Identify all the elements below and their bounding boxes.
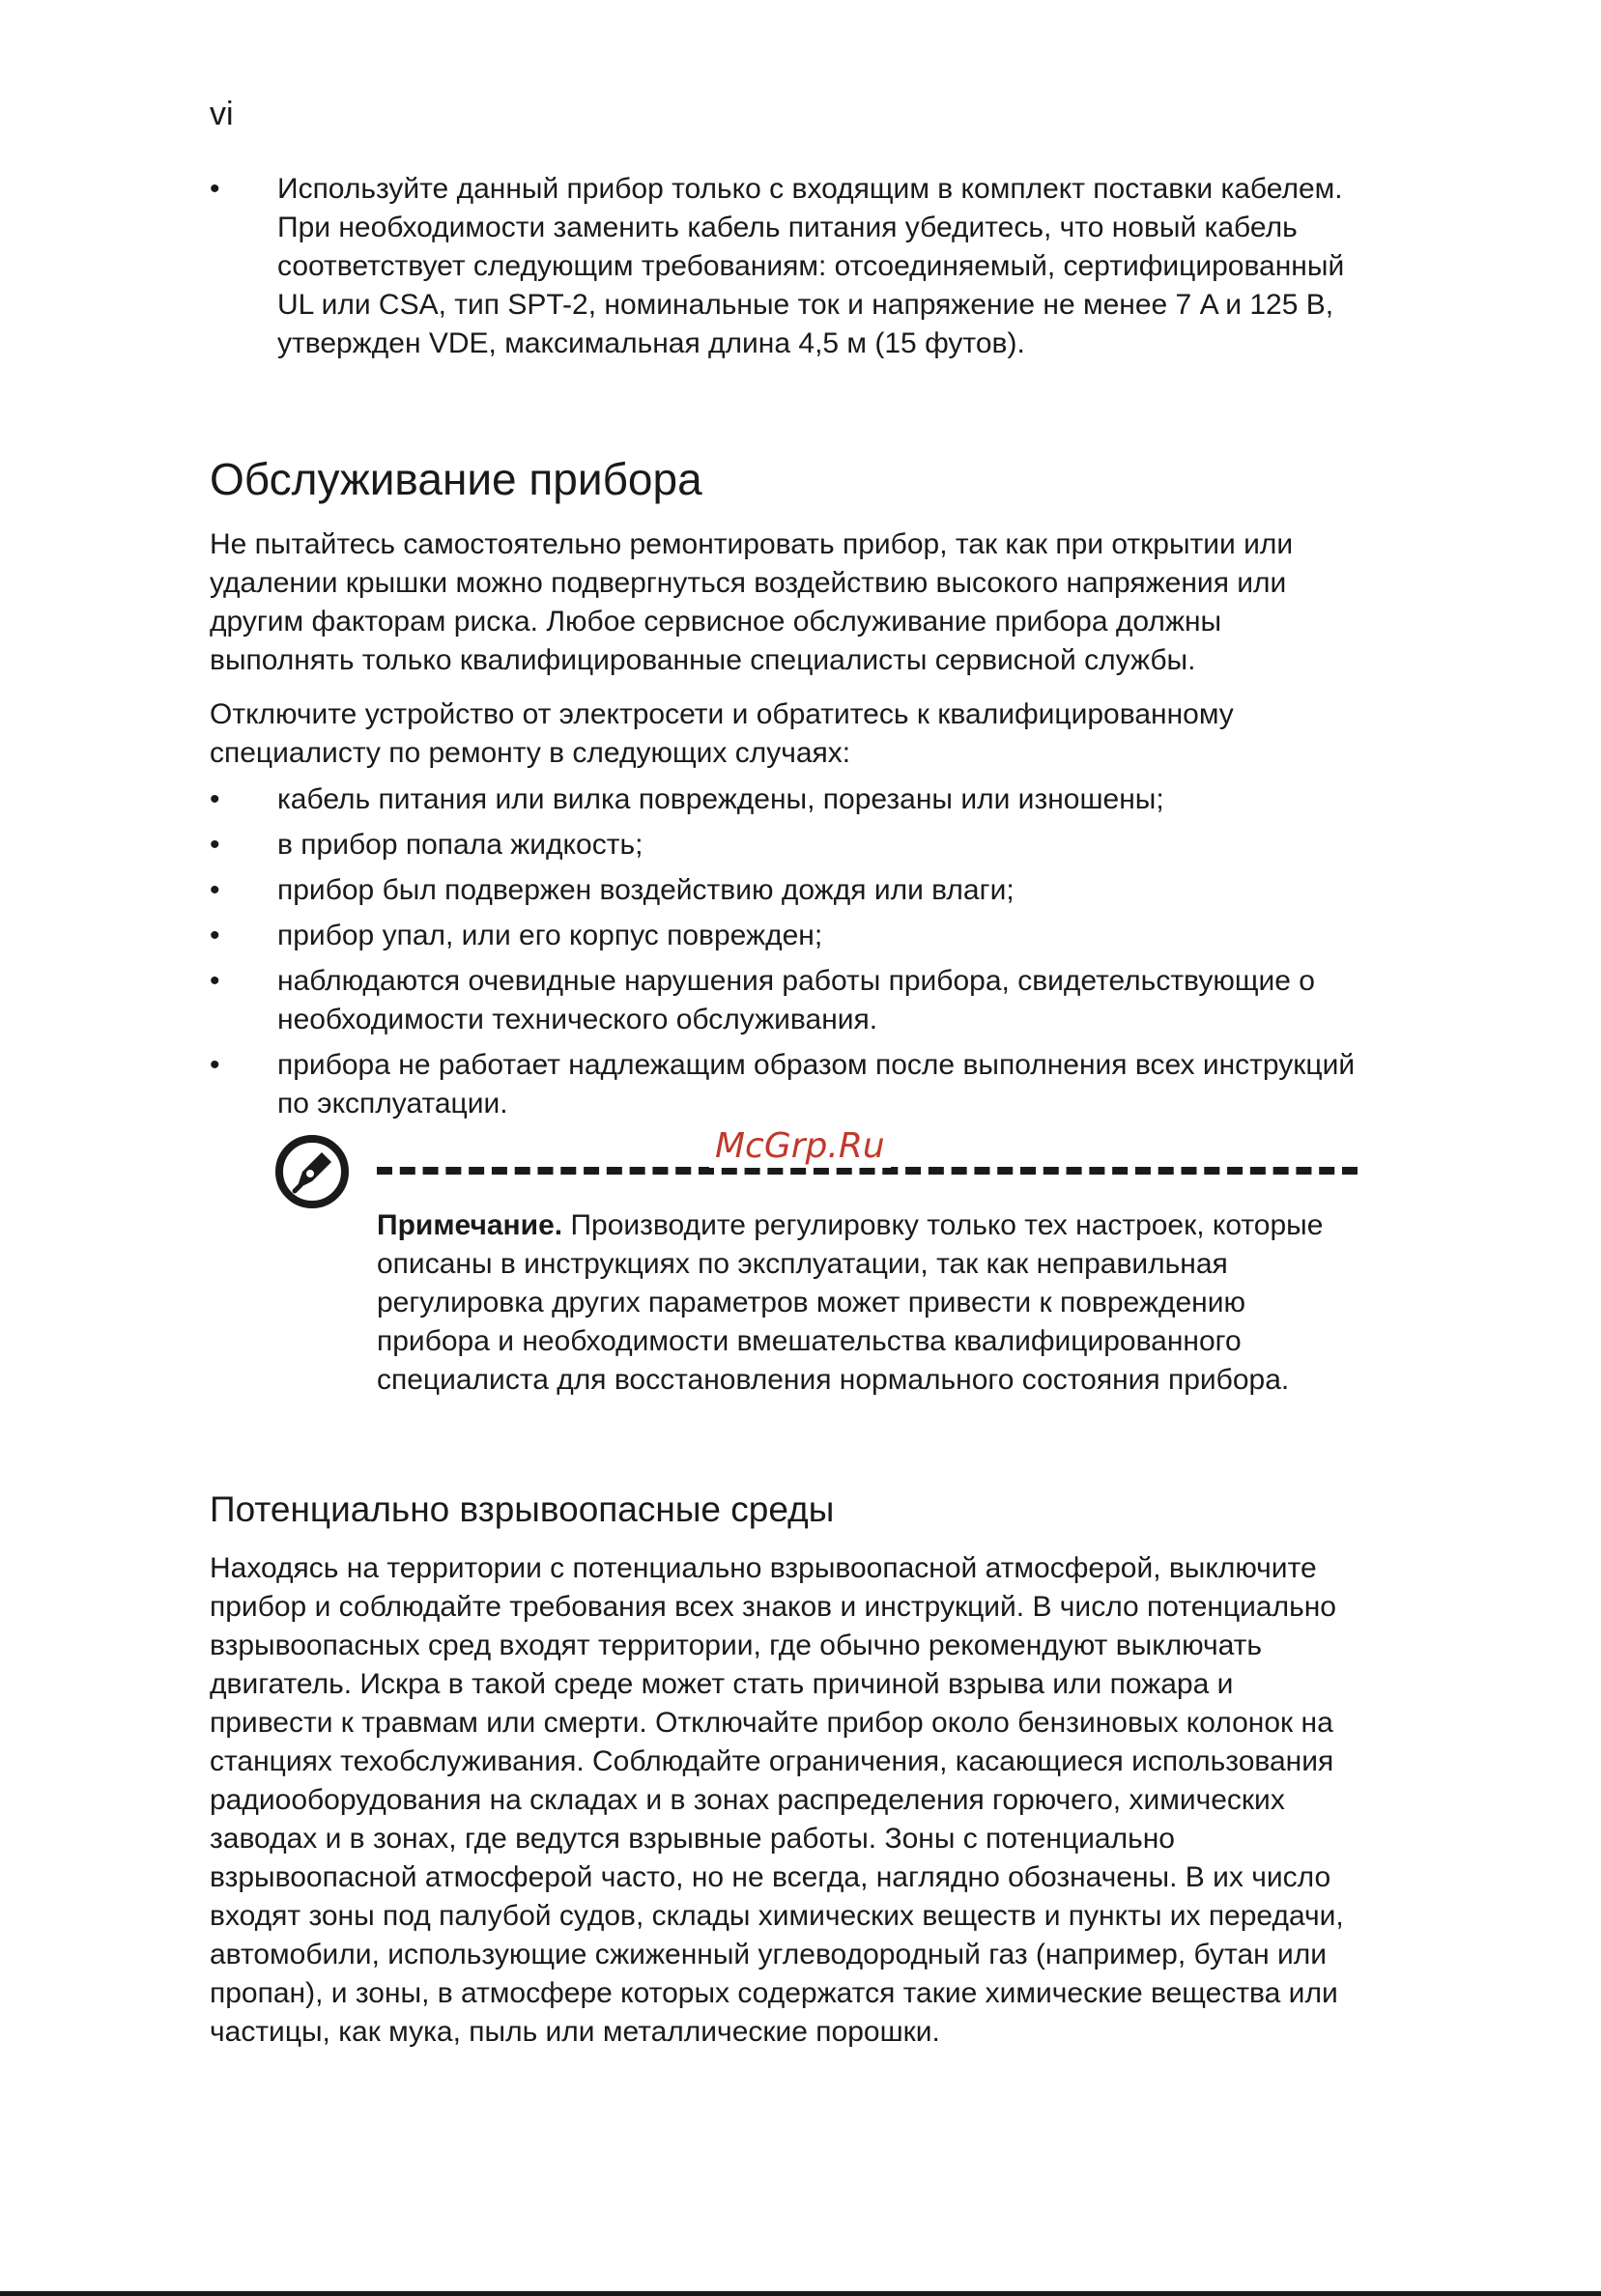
service-bullet: • прибор упал, или его корпус поврежден; [210,917,1359,955]
explosive-section [210,1549,1359,2052]
cable-bullet: • Используйте данный прибор только с входящим в комплект поставки кабелем. При необходимости заменить кабель питания убедитесь, что новый кабель соответствует следующим требованиям: отсоединяемый, сертифицированный UL или CSA, тип SPT-2, номинальные ток и напряжение не менее 7 A и 125 В, утвержден VDE, максимальная длина 4,5 м (15 футов). [210,170,1359,363]
service-paragraph-2: Отключите устройство от электросети и обратитесь к квалифицированному специалисту по ремонту в следующих случаях: [210,698,1234,769]
service-bullet: • кабель питания или вилка повреждены, порезаны или изношены; [210,780,1359,819]
note-text: Производите регулировку только тех настроек, которые описаны в инструкциях по эксплуатации, так как неправильная регулировка других параметров может привести к повреждению прибора и необходимости вмешательства квалифицированного специалиста для восстановления нормального состояния прибора. [377,1209,1324,1396]
service-section [210,525,1359,1123]
cable-section [210,170,1359,363]
service-bullet: • наблюдаются очевидные нарушения работы прибора, свидетельствующие о необходимости технического обслуживания. [210,962,1359,1039]
note-block [377,1206,1353,1400]
page-number: vi [210,96,234,132]
note-pen-icon [273,1133,351,1210]
cable-bullet-list [210,170,1359,363]
explosive-heading-block [210,1488,1359,1532]
service-paragraph-1: Не пытайтесь самостоятельно ремонтировать прибор, так как при открытии или удалении крышки можно подвергнуться воздействию высокого напряжения или другим факторам риска. Любое сервисное обслуживание прибора должны выполнять только квалифицированные специалисты сервисной службы. [210,528,1294,676]
service-bullet: • прибор был подвержен воздействию дождя или влаги; [210,871,1359,910]
explosive-paragraph: Находясь на территории с потенциально взрывоопасной атмосферой, выключите прибор и соблюдайте требования всех знаков и инструкций. В число потенциально взрывоопасных сред входят территории, где обычно рекомендуют выключать двигатель. Искра в такой среде может стать причиной взрыва или пожара и привести к травмам или смерти. Отключайте прибор около бензиновых колонок на станциях техобслуживания. Соблюдайте ограничения, касающиеся использования радиооборудования на складах и в зонах распределения горючего, химических заводах и в зонах, где ведутся взрывные работы. Зоны с потенциально взрывоопасной атмосферой часто, но не всегда, наглядно обозначены. В их число входят зоны под палубой судов, склады химических веществ и пункты их передачи, автомобили, использующие сжиженный углеводородный газ (например, бутан или пропан), и зоны, в атмосфере которых содержатся такие химические вещества или частицы, как мука, пыль или металлические порошки. [210,1552,1344,2048]
watermark: McGrp.Ru [709,1125,891,1168]
note-label: Примечание. [377,1209,563,1241]
page-bottom-border [0,2291,1601,2296]
service-bullet: • в прибор попала жидкость; [210,826,1359,865]
service-bullet-list [210,780,1359,1123]
explosive-heading: Потенциально взрывоопасные среды [210,1489,835,1529]
service-bullet: • прибора не работает надлежащим образом после выполнения всех инструкций по эксплуатации. [210,1046,1359,1123]
service-heading: Обслуживание прибора [210,454,702,504]
service-heading-block [210,452,1359,506]
note-dashed-divider [377,1167,1358,1175]
